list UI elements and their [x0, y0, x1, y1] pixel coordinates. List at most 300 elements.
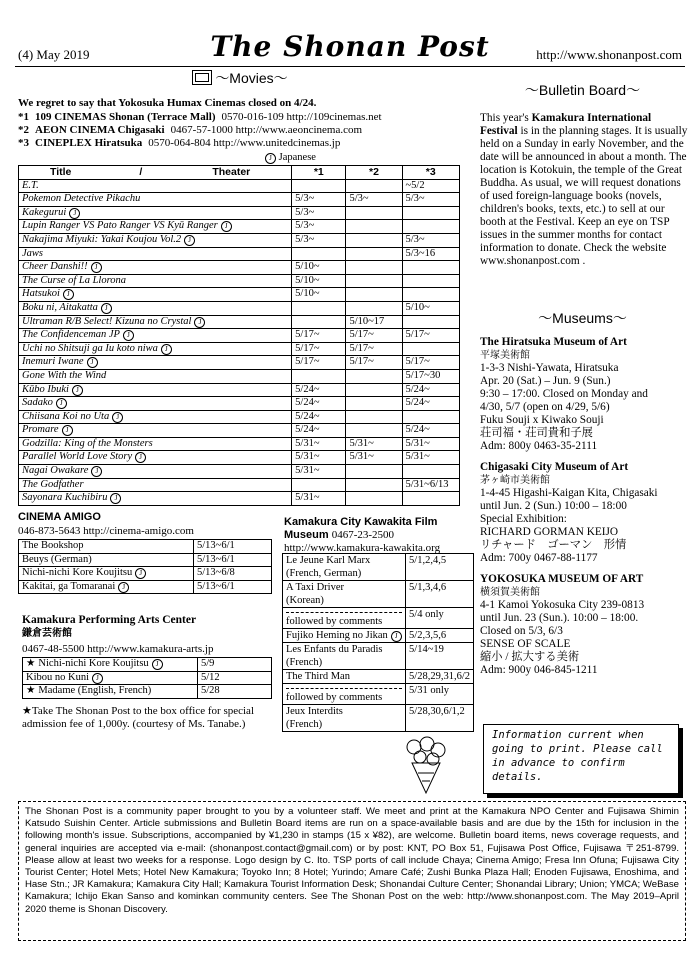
col-cinema-2: *2 [346, 166, 402, 180]
museum-detail-line: RICHARD GORMAN KEIJO [480, 526, 619, 538]
japanese-mark-icon: J [56, 398, 67, 409]
film-title: The Third Man [286, 671, 350, 682]
film-title-cell [19, 540, 194, 554]
masthead-url: http://www.shonanpost.com [536, 47, 682, 62]
showing-date-3: 5/24~ [402, 397, 460, 411]
showing-date-1: 5/31~ [292, 465, 346, 479]
movie-title: Parallel World Love Story [22, 451, 133, 463]
table-row [23, 671, 272, 685]
showing-date-1: 5/24~ [292, 410, 346, 424]
museum-detail-line: 4/30, 5/7 (open on 4/29, 5/6) [480, 401, 610, 413]
table-row [19, 383, 460, 397]
film-camera-icon [192, 70, 212, 85]
table-row [19, 233, 460, 247]
museum-detail-line: Special Exhibition: [480, 513, 567, 525]
museum-name [480, 336, 688, 349]
table-row [19, 465, 460, 479]
film-title-cell [283, 554, 406, 581]
showing-date-2 [346, 465, 402, 479]
film-dates: 5/2,3,5,6 [406, 629, 474, 643]
film-dates: 5/12 [198, 671, 272, 685]
showing-date-2: 5/31~ [346, 451, 402, 465]
masthead-title: The Shonan Post [210, 30, 490, 63]
film-dates: 5/28,30,6/1,2 [406, 705, 474, 732]
showing-date-2: 5/31~ [346, 437, 402, 451]
japanese-mark-icon: J [194, 317, 205, 328]
kpac-info: 0467-48-5500 http://www.kamakura-arts.jp [22, 643, 214, 655]
table-row [19, 179, 460, 193]
table-row [283, 670, 474, 684]
showing-date-1: 5/10~ [292, 288, 346, 302]
museum-name-ja: 茅ヶ崎市美術館 [480, 475, 550, 486]
film-language: (Korean) [286, 595, 324, 606]
table-row [283, 581, 474, 608]
film-language: (French, German) [286, 568, 362, 579]
museum-detail-line: Closed on 5/3, 6/3 [480, 625, 563, 637]
museum-detail-line: 縮小 / 拡大する美術 [480, 651, 580, 663]
film-title-cell [283, 581, 406, 608]
movies-heading: ～Movies～ [140, 70, 340, 87]
movie-title: Nakajima Miyuki: Yakai Koujou Vol.2 [22, 233, 182, 245]
movie-title: Pokemon Detective Pikachu [22, 193, 141, 205]
table-row [19, 478, 460, 492]
showing-date-3: ~5/2 [402, 179, 460, 193]
movie-title-cell [19, 179, 292, 193]
museum-name-ja: 横須賀美術館 [480, 587, 540, 598]
museum-name-en: YOKOSUKA MUSEUM OF ART [480, 573, 644, 585]
amigo-table [18, 539, 272, 594]
col-cinema-3: *3 [402, 166, 460, 180]
film-title-cell [19, 567, 194, 581]
kpac-note: ★Take The Shonan Post to the box office for special admission fee of 1,000y. (courtesy of Ms. Tanabe.) [22, 705, 254, 730]
cinema-entry [18, 137, 382, 150]
film-dates: 5/13~6/1 [194, 553, 272, 567]
movie-title-cell [19, 451, 292, 465]
film-title: Kakitai, ga Tomaranai [22, 580, 116, 592]
movie-title: Gone With the Wind [22, 369, 107, 381]
movie-title-cell [19, 315, 292, 329]
showing-date-1: 5/3~ [292, 193, 346, 207]
movie-title-cell [19, 342, 292, 356]
movies-table-header [19, 166, 460, 180]
film-title-cell [19, 580, 194, 594]
museum-name [480, 461, 688, 474]
film-dates: 5/13~6/1 [194, 580, 272, 594]
movie-title: Sadako [22, 397, 53, 409]
japanese-mark-icon: J [123, 330, 134, 341]
showing-date-2 [346, 179, 402, 193]
cinema-info: 0570-016-109 http://109cinemas.net [221, 111, 382, 123]
table-row [19, 261, 460, 275]
cinema-name: 109 CINEMAS Shonan (Terrace Mall) [35, 111, 216, 123]
film-dates: 5/4 only [406, 608, 474, 629]
movie-title: The Godfather [22, 478, 84, 490]
movie-title-cell [19, 478, 292, 492]
showing-date-2: 5/10~17 [346, 315, 402, 329]
film-dates: 5/9 [198, 658, 272, 672]
film-title: Jeux Interdits [286, 706, 343, 717]
showing-date-2 [346, 261, 402, 275]
museum-detail-line: Adm: 700y 0467-88-1177 [480, 552, 598, 564]
movie-title-cell [19, 206, 292, 220]
film-dates: 5/1,3,4,6 [406, 581, 474, 608]
table-row [19, 301, 460, 315]
showing-date-1: 5/31~ [292, 437, 346, 451]
movie-title: Sayonara Kuchibiru [22, 492, 108, 504]
table-row [19, 437, 460, 451]
showing-date-2 [346, 492, 402, 506]
movie-title: The Curse of La Llorona [22, 274, 127, 286]
showing-date-2 [346, 220, 402, 234]
movie-title: Ultraman R/B Select! Kizuna no Crystal [22, 315, 192, 327]
film-language: (English, French) [75, 685, 152, 697]
museum-name [480, 573, 688, 586]
museum-detail-line: until Jun. 23 (Sun.). 10:00 – 18:00. [480, 612, 639, 624]
japanese-mark-icon: J [101, 303, 112, 314]
film-title-cell [23, 658, 198, 672]
showing-date-1: 5/24~ [292, 424, 346, 438]
table-row [19, 193, 460, 207]
film-dates: 5/28 [198, 685, 272, 699]
movie-title-cell [19, 356, 292, 370]
movie-title-cell [19, 424, 292, 438]
cinema-info: 0570-064-804 http://www.unitedcinemas.jp [148, 137, 341, 149]
showing-date-1: 5/24~ [292, 383, 346, 397]
museum-detail-line: 9:30 – 17:00. Closed on Monday and [480, 388, 648, 400]
showing-date-1: 5/3~ [292, 220, 346, 234]
showing-date-2: 5/3~ [346, 193, 402, 207]
museum-detail-line: Apr. 20 (Sat.) – Jun. 9 (Sun.) [480, 375, 611, 387]
movie-title: E.T. [22, 179, 39, 191]
movie-title-cell [19, 274, 292, 288]
film-title-cell [283, 684, 406, 705]
museums-list [480, 336, 688, 685]
museum-detail-line: 1-3-3 Nishi-Yawata, Hiratsuka [480, 362, 619, 374]
movie-title-cell [19, 261, 292, 275]
showing-date-3: 5/24~ [402, 424, 460, 438]
showing-date-3: 5/31~ [402, 437, 460, 451]
table-row [19, 342, 460, 356]
showing-date-2 [346, 397, 402, 411]
film-dates: 5/28,29,31,6/2 [406, 670, 474, 684]
japanese-mark-icon: J [63, 289, 74, 300]
movie-title: Boku ni, Aitakatta [22, 301, 98, 313]
showing-date-1 [292, 179, 346, 193]
showing-date-3 [402, 288, 460, 302]
showing-date-1: 5/31~ [292, 492, 346, 506]
table-row [19, 315, 460, 329]
table-row [19, 580, 272, 594]
museum-detail-line: リチャード ゴーマン 形情 [480, 539, 627, 551]
film-language: (French) [286, 719, 323, 730]
showing-date-1: 5/17~ [292, 329, 346, 343]
table-row [19, 356, 460, 370]
film-title: Nichi-nichi Kore Koujitsu [38, 658, 149, 669]
comment-note: followed by comments [286, 692, 383, 703]
museum-detail-line: until Jun. 2 (Sun.) 10:00 – 18:00 [480, 500, 627, 512]
japanese-mark-icon: J [265, 153, 276, 164]
japanese-mark-icon: J [221, 221, 232, 232]
japanese-mark-icon: J [92, 673, 103, 684]
table-row [283, 705, 474, 732]
film-title: Kibou no Kuni [26, 671, 89, 683]
showing-date-3: 5/17~ [402, 329, 460, 343]
table-row [283, 629, 474, 643]
showing-date-2 [346, 424, 402, 438]
film-title: Le Jeune Karl Marx [286, 555, 371, 566]
amigo-info: 046-873-5643 http://cinema-amigo.com [18, 525, 194, 537]
japanese-mark-icon: J [118, 582, 129, 593]
movie-title-cell [19, 492, 292, 506]
showing-date-3 [402, 220, 460, 234]
cinema-entry [18, 111, 382, 124]
museum-entry [480, 461, 688, 565]
showing-date-3 [402, 492, 460, 506]
table-row [19, 424, 460, 438]
film-dates: 5/13~6/1 [194, 540, 272, 554]
film-title-cell [283, 670, 406, 684]
showing-date-1: 5/3~ [292, 206, 346, 220]
showing-date-2 [346, 274, 402, 288]
showing-date-2: 5/17~ [346, 329, 402, 343]
table-row [19, 206, 460, 220]
showing-date-1: 5/10~ [292, 274, 346, 288]
museum-detail-line: 1-4-45 Higashi-Kaigan Kita, Chigasaki [480, 487, 658, 499]
japanese-mark-icon: J [152, 659, 163, 670]
movie-title-cell [19, 247, 292, 261]
showing-date-2 [346, 247, 402, 261]
showing-date-2 [346, 478, 402, 492]
table-row [19, 553, 272, 567]
japanese-mark-icon: J [184, 235, 195, 246]
showing-date-3: 5/24~ [402, 383, 460, 397]
movie-title-cell [19, 220, 292, 234]
cinema-name: AEON CINEMA Chigasaki [35, 124, 165, 136]
film-dates: 5/1,2,4,5 [406, 554, 474, 581]
comment-note: followed by comments [286, 616, 383, 627]
movie-title: Hatsukoi [22, 288, 60, 300]
film-title: Madame [38, 685, 76, 697]
movie-title-cell [19, 233, 292, 247]
japanese-mark-icon: J [110, 493, 121, 504]
showing-date-2 [346, 369, 402, 383]
japanese-legend: J Japanese [262, 152, 316, 165]
movie-title-cell [19, 397, 292, 411]
film-title: Les Enfants du Paradis [286, 644, 383, 655]
japanese-mark-icon: J [112, 412, 123, 423]
museums-heading: ～Museums～ [538, 310, 627, 326]
table-row [19, 397, 460, 411]
japanese-mark-icon: J [72, 385, 83, 396]
showing-date-3: 5/17~ [402, 356, 460, 370]
movie-title: Inemuri Iwane [22, 356, 84, 368]
cinema-name: CINEPLEX Hiratsuka [35, 137, 143, 149]
table-row [283, 684, 474, 705]
table-row [19, 567, 272, 581]
museum-detail-line: 4-1 Kamoi Yokosuka City 239-0813 [480, 599, 645, 611]
movie-title-cell [19, 437, 292, 451]
museum-entry [480, 573, 688, 677]
table-row [283, 554, 474, 581]
showing-date-3 [402, 410, 460, 424]
table-row [23, 658, 272, 672]
movie-title: Cheer Danshi!! [22, 261, 88, 273]
museum-detail-line: SENSE OF SCALE [480, 638, 571, 650]
table-row [283, 643, 474, 670]
kpac-name: Kamakura Performing Arts Center [22, 614, 197, 626]
showing-date-1 [292, 315, 346, 329]
japanese-mark-icon: J [161, 344, 172, 355]
dashed-separator [286, 688, 402, 689]
museum-detail-line: Adm: 900y 046-845-1211 [480, 664, 598, 676]
showing-date-1 [292, 247, 346, 261]
museum-detail-line: Fuku Souji x Kiwako Souji [480, 414, 604, 426]
movie-title: Uchi no Shitsuji ga Iu koto niwa [22, 342, 158, 354]
showing-date-2: 5/17~ [346, 342, 402, 356]
cinema-key: *2 [18, 124, 29, 136]
kawakita-name: Kamakura City Kawakita Film Museum 0467-23-2500 [284, 516, 438, 541]
cinema-entry [18, 124, 382, 137]
cinema-info: 0467-57-1000 http://www.aeoncinema.com [170, 124, 363, 136]
movie-title: Promare [22, 424, 59, 436]
showing-date-2 [346, 410, 402, 424]
japanese-mark-icon: J [91, 262, 102, 273]
showing-date-2 [346, 206, 402, 220]
museum-name-ja: 平塚美術館 [480, 350, 530, 361]
film-language: (German) [48, 553, 92, 565]
film-dates: 5/13~6/8 [194, 567, 272, 581]
showing-date-2: 5/17~ [346, 356, 402, 370]
film-title-cell [19, 553, 194, 567]
japanese-mark-icon: J [135, 452, 146, 463]
kpac-name-ja: 鎌倉芸術館 [22, 628, 72, 639]
issue-date: (4) May 2019 [18, 47, 90, 62]
table-row [23, 685, 272, 699]
col-title-theater: Title / Theater [19, 166, 292, 180]
table-row [19, 410, 460, 424]
movie-title: Kakegurui [22, 206, 67, 218]
info-current-notice: Information current when going to print. Please call in advance to confirm details. [483, 724, 679, 794]
showing-date-1: 5/31~ [292, 451, 346, 465]
film-title-cell [23, 671, 198, 685]
showing-date-2 [346, 288, 402, 302]
movie-title: The Confidenceman JP [22, 329, 120, 341]
film-title: The Bookshop [22, 540, 84, 551]
table-row [19, 451, 460, 465]
film-dates: 5/14~19 [406, 643, 474, 670]
showing-date-3 [402, 315, 460, 329]
showing-date-1: 5/10~ [292, 261, 346, 275]
table-row [19, 540, 272, 554]
showing-date-1 [292, 369, 346, 383]
table-row [19, 492, 460, 506]
film-title-cell [283, 705, 406, 732]
star-icon: ★ [26, 658, 36, 669]
showing-date-1 [292, 301, 346, 315]
showing-date-3: 5/31~6/13 [402, 478, 460, 492]
table-row [19, 220, 460, 234]
table-row [19, 288, 460, 302]
film-title: A Taxi Driver [286, 582, 344, 593]
showing-date-1 [292, 478, 346, 492]
bulletin-heading: ～Bulletin Board～ [524, 82, 641, 98]
showing-date-1: 5/3~ [292, 233, 346, 247]
movie-title: Chiisana Koi no Uta [22, 410, 110, 422]
movie-title-cell [19, 288, 292, 302]
showing-date-3: 5/3~ [402, 193, 460, 207]
film-dates: 5/31 only [406, 684, 474, 705]
bulletin-text: This year's Kamakura International Festival is in the planning stages. It is usually held on a Sunday in early November, and the date will be announced in about a month. The location is Kotokuin, the temple of the Great Buddha. As usual, we will request donations of used foreign-language books (novels, children's books, texts, etc.) to sell at our booth at the Festival. Keep an eye on TSP issues in the summer months for contact information to donate. Check the website www.shonanpost.com . [480, 112, 688, 267]
movie-title-cell [19, 369, 292, 383]
movie-title-cell [19, 410, 292, 424]
film-title-cell [283, 629, 406, 643]
showing-date-1: 5/17~ [292, 342, 346, 356]
japanese-mark-icon: J [87, 357, 98, 368]
showing-date-3: 5/3~ [402, 233, 460, 247]
film-title-cell [283, 643, 406, 670]
movies-table [18, 165, 460, 506]
japanese-mark-icon: J [91, 466, 102, 477]
star-icon: ★ [26, 685, 36, 697]
museum-name-en: The Hiratsuka Museum of Art [480, 336, 627, 348]
kawakita-table [282, 553, 474, 732]
showing-date-3 [402, 261, 460, 275]
movie-title-cell [19, 465, 292, 479]
showing-date-2 [346, 383, 402, 397]
showing-date-2 [346, 233, 402, 247]
movie-title-cell [19, 383, 292, 397]
table-row [19, 247, 460, 261]
movie-title: Kūbo Ibuki [22, 383, 69, 395]
movie-title: Lupin Ranger VS Pato Ranger VS Kyū Ranger [22, 220, 218, 232]
showing-date-3 [402, 342, 460, 356]
table-row [19, 369, 460, 383]
film-title: Fujiko Heming no Jikan [286, 630, 388, 641]
movie-title-cell [19, 329, 292, 343]
cinema-list [18, 111, 382, 150]
movie-title: Godzilla: King of the Monsters [22, 437, 153, 449]
showing-date-3: 5/17~30 [402, 369, 460, 383]
showing-date-2 [346, 301, 402, 315]
kawakita-url: http://www.kamakura-kawakita.org [284, 542, 441, 554]
movies-notice: We regret to say that Yokosuka Humax Cinemas closed on 4/24. [18, 97, 317, 109]
header-divider [15, 66, 685, 67]
showing-date-3 [402, 274, 460, 288]
movie-title: Nagai Owakare [22, 465, 89, 477]
movie-title: Jaws [22, 247, 43, 259]
cinema-key: *1 [18, 111, 29, 123]
museum-detail-line: Adm: 800y 0463-35-2111 [480, 440, 598, 452]
movie-title-cell [19, 301, 292, 315]
showing-date-3: 5/3~16 [402, 247, 460, 261]
table-row [283, 608, 474, 629]
amigo-name: CINEMA AMIGO [18, 511, 101, 523]
japanese-mark-icon: J [69, 208, 80, 219]
film-language: (French) [286, 657, 323, 668]
showing-date-3: 5/10~ [402, 301, 460, 315]
footer-colophon: The Shonan Post is a community paper brought to you by a volunteer staff. We meet and print at the Kamakura NPO Center and Fujisawa Shimin Katsudo Suishin Center. Article submissions and Bulletin Board items are run on a space-available basis and are due by the 15th for inclusion in the following month's issue. Subscriptions, accompanied by ¥1,230 in stamps (15 x ¥82), are welcome. Bulletin board items, news coverage requests, and general inquiries are accepted via e-mail: (shonanpost.contact@gmail.com) or by post: KNT, PO Box 51, Fujisawa Post Office, Fujisawa 〒251-8799. Please allow at least two weeks for a response. Logo design by C. Ito. TSP ports of call include Chaya; Cinema Amigo; Fresa Inn Ofuna; Fujisawa City Tourist Center; Hotel Mets; Hotel New Kamakura; Toyoko Inn; 8 Hotel; Yurindo; Amare Café; Zushi Bunka Plaza Hall; Enoden Fujisawa, Enoshima, and Hase Stn.; JR Kamakura; Kamakura City Hall; Kamakura Tourist Information Desk; Shonandai Culture Center; Shonandai Library; Union; YMCA; WeBase Kamakura; Ichijo Ekan Sanso and kominkan community centers. See The Shonan Post on the web: http://www.shonanpost.com. The May 2019–April 2020 theme is Shonan Discovery. [18, 801, 686, 941]
film-title: Beuys [22, 553, 49, 565]
showing-date-1: 5/24~ [292, 397, 346, 411]
museum-name-en: Chigasaki City Museum of Art [480, 461, 629, 473]
japanese-mark-icon: J [62, 425, 73, 436]
showing-date-1: 5/17~ [292, 356, 346, 370]
museum-entry [480, 336, 688, 453]
film-title: Nichi-nichi Kore Koujitsu [22, 567, 133, 579]
table-row [19, 329, 460, 343]
cinema-key: *3 [18, 137, 29, 149]
museum-detail-line: 荘司福・荘司貴和子展 [480, 427, 593, 439]
